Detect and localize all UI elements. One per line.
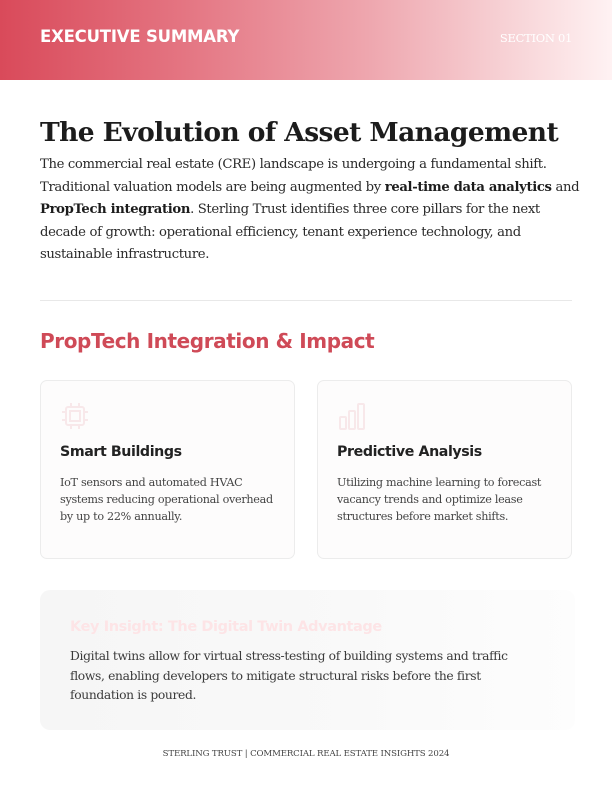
page-title: The Evolution of Asset Management bbox=[40, 117, 559, 148]
page-footer: STERLING TRUST | COMMERCIAL REAL ESTATE INSIGHTS 2024 bbox=[162, 749, 450, 759]
divider bbox=[40, 300, 572, 301]
intro-emphasis-proptech: PropTech integration bbox=[40, 202, 191, 217]
chip-icon bbox=[60, 401, 90, 431]
intro-text: The commercial real estate (CRE) landscape is undergoing a fundamental shift. Traditional valuation models are being augmented by bbox=[40, 157, 547, 195]
section-label: SECTION 01 bbox=[499, 31, 572, 45]
header-title: EXECUTIVE SUMMARY bbox=[40, 27, 240, 46]
intro-text: . Sterling Trust identifies three core pillars for the next decade of growth: operational efficiency, tenant experience technology, and sustainable infrastructure. bbox=[40, 202, 540, 262]
card-title: Smart Buildings bbox=[60, 444, 182, 460]
page-header bbox=[0, 0, 612, 80]
intro-text: and bbox=[551, 179, 580, 195]
card-title: Predictive Analysis bbox=[337, 444, 482, 460]
card-text: IoT sensors and automated HVAC systems reducing operational overhead by up to 22% annually. bbox=[60, 476, 273, 523]
intro-emphasis-analytics: real-time data analytics bbox=[384, 179, 552, 195]
insight-text: Digital twins allow for virtual stress-testing of building systems and traffic flows, enabling developers to mitigate structural risks before the first foundation is poured. bbox=[70, 649, 508, 702]
key-insight-box bbox=[40, 590, 575, 730]
intro-paragraph bbox=[40, 154, 580, 267]
card-smart-buildings bbox=[40, 380, 295, 559]
section-title: PropTech Integration & Impact bbox=[40, 329, 375, 353]
card-predictive-analysis bbox=[317, 380, 572, 559]
insight-title: Key Insight: The Digital Twin Advantage bbox=[70, 619, 382, 635]
bar-chart-icon bbox=[337, 401, 367, 431]
card-text: Utilizing machine learning to forecast vacancy trends and optimize lease structures before market shifts. bbox=[337, 476, 542, 523]
